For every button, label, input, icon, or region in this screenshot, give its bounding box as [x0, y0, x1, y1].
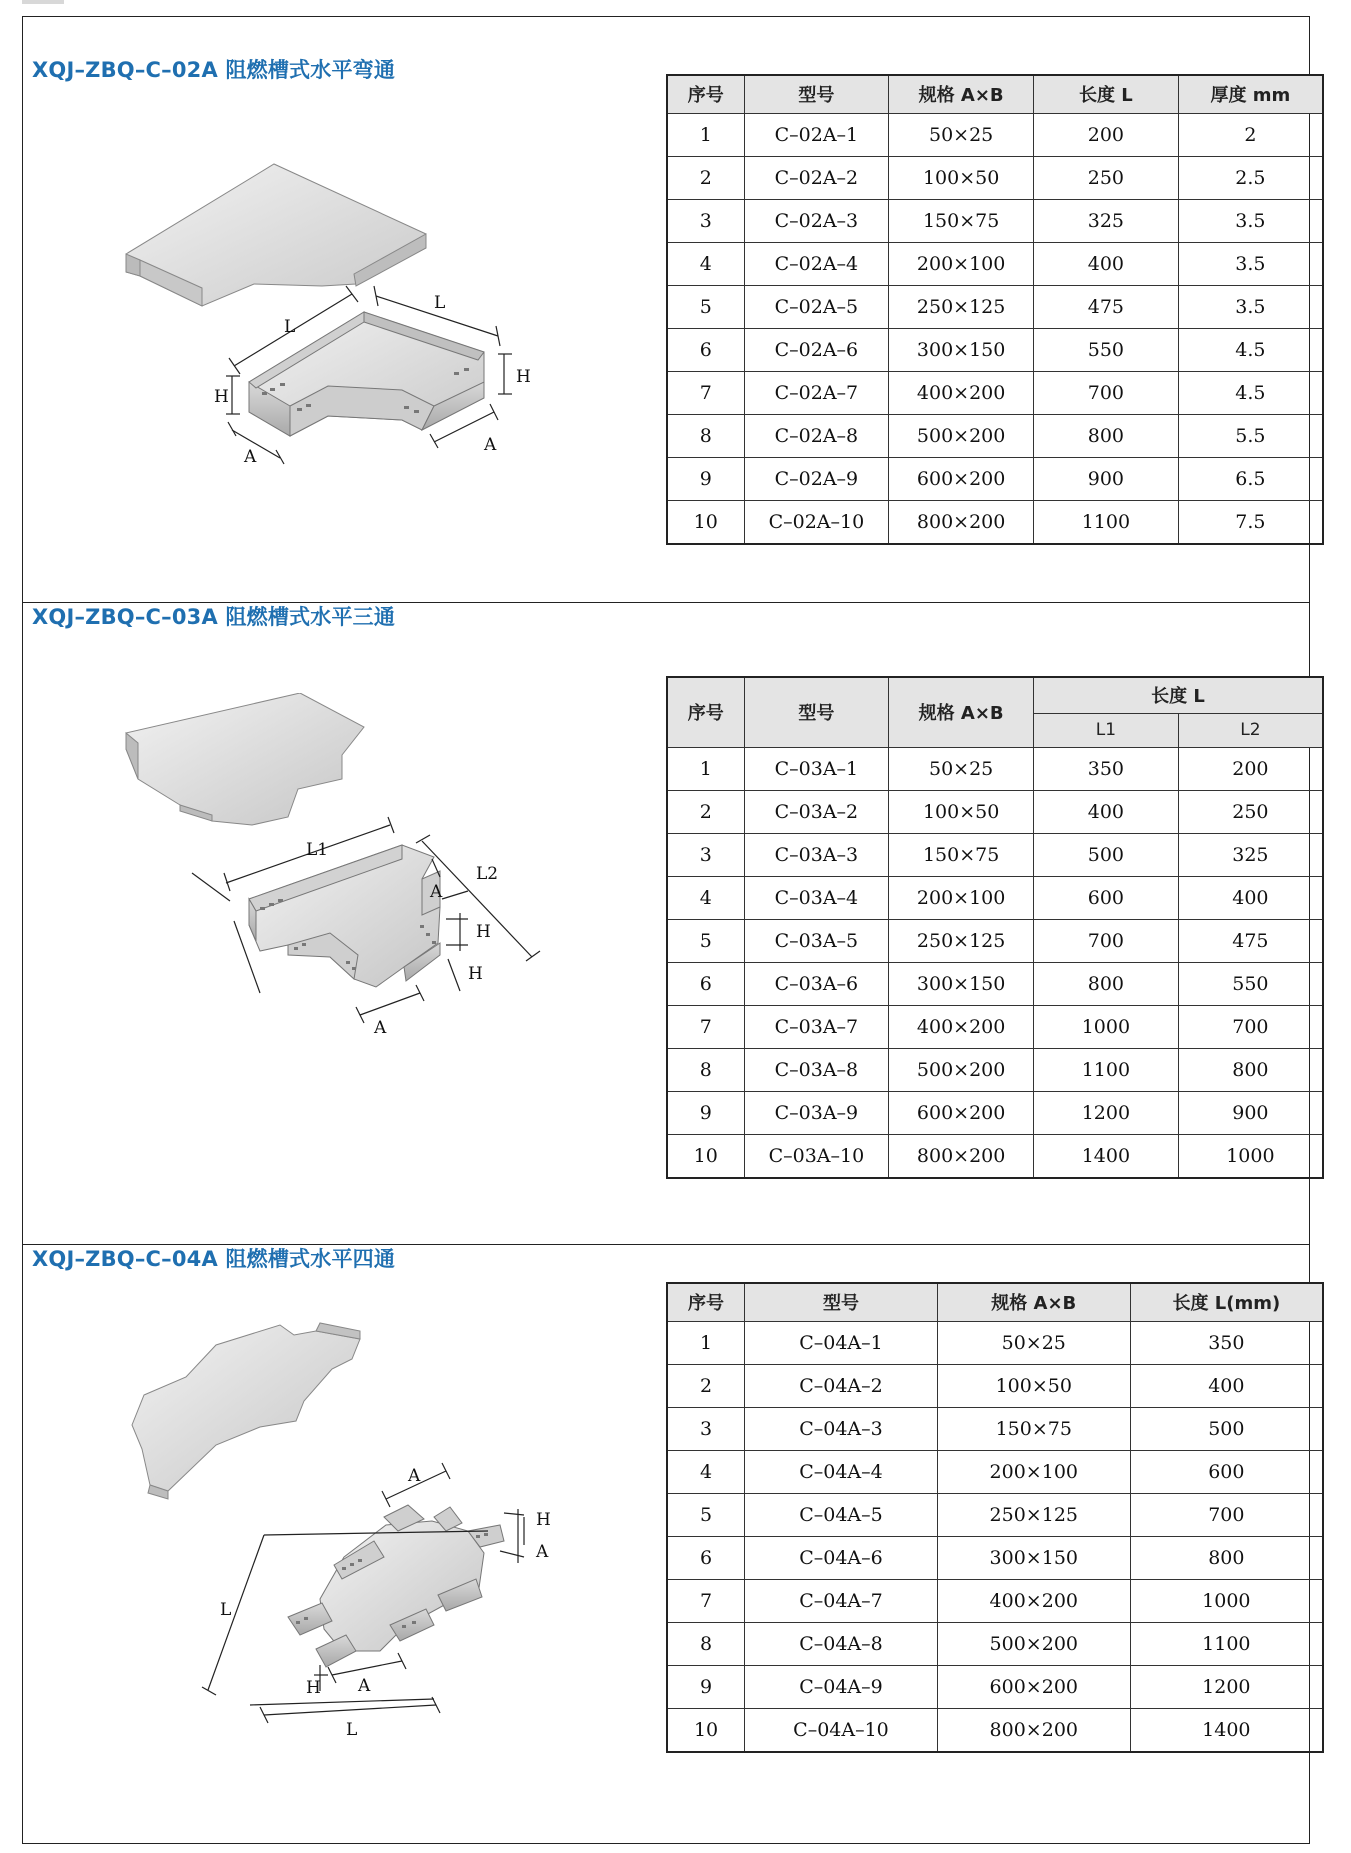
- table-row: [667, 113, 1323, 156]
- cell: 700: [1034, 371, 1179, 414]
- cell: 800: [1034, 414, 1179, 457]
- cell: 600×200: [889, 1091, 1034, 1134]
- cell: 9: [667, 1665, 745, 1708]
- cell: 300×150: [889, 962, 1034, 1005]
- cell: 100×50: [937, 1364, 1130, 1407]
- cell: C–03A–2: [744, 790, 889, 833]
- cell: 1100: [1130, 1622, 1323, 1665]
- cell: 8: [667, 1622, 745, 1665]
- cell: 475: [1178, 919, 1323, 962]
- section-horizontal-elbow: [24, 16, 1309, 602]
- cell: 700: [1178, 1005, 1323, 1048]
- cell: 400×200: [889, 1005, 1034, 1048]
- table-row: [667, 747, 1323, 790]
- cell: C–02A–4: [744, 242, 889, 285]
- cell: 1100: [1034, 500, 1179, 544]
- cell: 900: [1034, 457, 1179, 500]
- spec-table-cross: [666, 1282, 1324, 1753]
- cell: 250: [1034, 156, 1179, 199]
- section-horizontal-tee: [24, 603, 1309, 1243]
- cell: C–03A–5: [744, 919, 889, 962]
- cell: 400×200: [889, 371, 1034, 414]
- col-header: 规格 A×B: [889, 75, 1034, 113]
- cell: 500×200: [889, 414, 1034, 457]
- dim-label-l1: L: [284, 317, 296, 337]
- cell: C–02A–9: [744, 457, 889, 500]
- table-row: [667, 790, 1323, 833]
- cell: C–02A–6: [744, 328, 889, 371]
- cell: 1100: [1034, 1048, 1179, 1091]
- cell: 550: [1178, 962, 1323, 1005]
- tee-cover-shape: [126, 693, 364, 825]
- cell: 6: [667, 328, 744, 371]
- cell: 7: [667, 371, 744, 414]
- cell: 250×125: [937, 1493, 1130, 1536]
- cell: C–03A–9: [744, 1091, 889, 1134]
- dim-label-h2: H: [306, 1678, 321, 1698]
- elbow-diagram: [84, 136, 644, 556]
- table-row: [667, 1536, 1323, 1579]
- cell: 150×75: [937, 1407, 1130, 1450]
- cell: C–03A–10: [744, 1134, 889, 1178]
- table-row: [667, 328, 1323, 371]
- cell: 50×25: [889, 113, 1034, 156]
- cell: C–03A–6: [744, 962, 889, 1005]
- cell: C–04A–4: [745, 1450, 938, 1493]
- cell: 1000: [1178, 1134, 1323, 1178]
- cell: 8: [667, 1048, 744, 1091]
- cell: 3: [667, 833, 744, 876]
- table-row: [667, 1005, 1323, 1048]
- dim-label-l1: L1: [306, 840, 329, 860]
- cell: 200×100: [889, 242, 1034, 285]
- cell: 9: [667, 457, 744, 500]
- cell: 800×200: [889, 1134, 1034, 1178]
- cell: 200×100: [889, 876, 1034, 919]
- cell: C–04A–9: [745, 1665, 938, 1708]
- cell: 10: [667, 1708, 745, 1752]
- cell: 800: [1178, 1048, 1323, 1091]
- cell: 400: [1034, 242, 1179, 285]
- cell: 3.5: [1178, 199, 1323, 242]
- table-row: [667, 833, 1323, 876]
- cell: 400×200: [937, 1579, 1130, 1622]
- cell: 600: [1034, 876, 1179, 919]
- cell: 3: [667, 199, 744, 242]
- table-row: [667, 1321, 1323, 1364]
- cross-cover-shape: [132, 1323, 360, 1499]
- dim-label-a1: A: [408, 1466, 421, 1486]
- col-header: 序号: [667, 1283, 745, 1321]
- cell: 4: [667, 876, 744, 919]
- cell: 250×125: [889, 919, 1034, 962]
- cross-diagram: [84, 1295, 644, 1795]
- spec-table-tee: [666, 676, 1324, 1179]
- cell: 150×75: [889, 199, 1034, 242]
- section-title: XQJ–ZBQ–C–04A 阻燃槽式水平四通: [32, 1247, 396, 1271]
- table-row: [667, 919, 1323, 962]
- cell: C–04A–3: [745, 1407, 938, 1450]
- table-row: [667, 156, 1323, 199]
- cell: 1: [667, 113, 744, 156]
- table-row: [667, 1091, 1323, 1134]
- cell: 200×100: [937, 1450, 1130, 1493]
- cell: 600×200: [937, 1665, 1130, 1708]
- cell: 325: [1034, 199, 1179, 242]
- cell: 3: [667, 1407, 745, 1450]
- table-row: [667, 500, 1323, 544]
- cell: 8: [667, 414, 744, 457]
- table-row: [667, 457, 1323, 500]
- cell: 10: [667, 500, 744, 544]
- cell: 800: [1130, 1536, 1323, 1579]
- dim-label-h2: H: [516, 367, 531, 387]
- table-row: [667, 1364, 1323, 1407]
- col-header: 序号: [667, 75, 744, 113]
- tee-diagram: [84, 693, 644, 1093]
- col-header: 厚度 mm: [1178, 75, 1323, 113]
- cell: C–02A–8: [744, 414, 889, 457]
- cell: 2: [667, 1364, 745, 1407]
- col-header: 规格 A×B: [889, 677, 1034, 747]
- cell: 5: [667, 285, 744, 328]
- top-accent-bar: [22, 0, 64, 4]
- section-title: XQJ–ZBQ–C–03A 阻燃槽式水平三通: [32, 605, 396, 629]
- cell: C–03A–4: [744, 876, 889, 919]
- cell: 1200: [1034, 1091, 1179, 1134]
- dim-label-l2: L: [346, 1720, 358, 1740]
- dim-label-l2: L2: [476, 864, 499, 884]
- cell: 700: [1130, 1493, 1323, 1536]
- cell: 300×150: [937, 1536, 1130, 1579]
- cell: 900: [1178, 1091, 1323, 1134]
- section-title: XQJ–ZBQ–C–02A 阻燃槽式水平弯通: [32, 58, 396, 82]
- cell: 800×200: [937, 1708, 1130, 1752]
- col-header: 长度 L: [1034, 75, 1179, 113]
- cell: 100×50: [889, 156, 1034, 199]
- cell: C–02A–1: [744, 113, 889, 156]
- table-row: [667, 1134, 1323, 1178]
- col-header: 型号: [745, 1283, 938, 1321]
- cell: 1000: [1034, 1005, 1179, 1048]
- col-subheader: L2: [1178, 713, 1323, 747]
- cell: 7.5: [1178, 500, 1323, 544]
- table-row: [667, 285, 1323, 328]
- cell: C–03A–8: [744, 1048, 889, 1091]
- cell: C–02A–5: [744, 285, 889, 328]
- col-header: 长度 L: [1034, 677, 1324, 713]
- cell: C–04A–6: [745, 1536, 938, 1579]
- cell: 6: [667, 1536, 745, 1579]
- dim-label-h1: H: [214, 387, 229, 407]
- cell: 5.5: [1178, 414, 1323, 457]
- cell: 10: [667, 1134, 744, 1178]
- cell: 50×25: [889, 747, 1034, 790]
- cell: C–02A–2: [744, 156, 889, 199]
- cell: C–04A–7: [745, 1579, 938, 1622]
- cell: C–04A–5: [745, 1493, 938, 1536]
- cell: 300×150: [889, 328, 1034, 371]
- dim-label-h2: H: [476, 922, 491, 942]
- dim-label-l1: L: [220, 1600, 232, 1620]
- cell: 350: [1034, 747, 1179, 790]
- col-header: 长度 L(mm): [1130, 1283, 1323, 1321]
- cell: 400: [1178, 876, 1323, 919]
- cell: 200: [1034, 113, 1179, 156]
- cell: 2.5: [1178, 156, 1323, 199]
- cell: 5: [667, 919, 744, 962]
- cell: 400: [1130, 1364, 1323, 1407]
- col-header: 型号: [744, 75, 889, 113]
- table-row: [667, 1665, 1323, 1708]
- cell: 1: [667, 1321, 745, 1364]
- cell: 1200: [1130, 1665, 1323, 1708]
- cell: 500: [1130, 1407, 1323, 1450]
- dim-label-a2: A: [536, 1542, 549, 1562]
- table-row: [667, 1048, 1323, 1091]
- cell: C–02A–7: [744, 371, 889, 414]
- cell: 500: [1034, 833, 1179, 876]
- cell: 7: [667, 1579, 745, 1622]
- cell: 1400: [1034, 1134, 1179, 1178]
- cell: 4.5: [1178, 328, 1323, 371]
- table-row: [667, 1493, 1323, 1536]
- cell: 4: [667, 1450, 745, 1493]
- elbow-cover-shape: [126, 164, 426, 306]
- table-row: [667, 1450, 1323, 1493]
- cell: C–03A–3: [744, 833, 889, 876]
- cell: 150×75: [889, 833, 1034, 876]
- cell: 200: [1178, 747, 1323, 790]
- cell: 3.5: [1178, 242, 1323, 285]
- table-row: [667, 962, 1323, 1005]
- cell: C–04A–2: [745, 1364, 938, 1407]
- cell: 475: [1034, 285, 1179, 328]
- dim-label-h1: H: [536, 1510, 551, 1530]
- cell: C–04A–8: [745, 1622, 938, 1665]
- cell: 250×125: [889, 285, 1034, 328]
- cell: 1000: [1130, 1579, 1323, 1622]
- cell: 9: [667, 1091, 744, 1134]
- dim-label-h1: H: [468, 964, 483, 984]
- dim-label-a1: A: [374, 1018, 387, 1038]
- cell: 500×200: [889, 1048, 1034, 1091]
- dim-label-a2: A: [484, 435, 497, 455]
- table-row: [667, 1579, 1323, 1622]
- cell: 500×200: [937, 1622, 1130, 1665]
- cell: 6: [667, 962, 744, 1005]
- cell: 2: [1178, 113, 1323, 156]
- table-row: [667, 1708, 1323, 1752]
- cell: 325: [1178, 833, 1323, 876]
- col-header: 规格 A×B: [937, 1283, 1130, 1321]
- cross-trough-shape: [288, 1505, 504, 1667]
- cell: 6.5: [1178, 457, 1323, 500]
- cell: 600×200: [889, 457, 1034, 500]
- col-header: 型号: [744, 677, 889, 747]
- cell: 800×200: [889, 500, 1034, 544]
- dim-label-l2: L: [434, 293, 446, 313]
- cell: 50×25: [937, 1321, 1130, 1364]
- cell: 600: [1130, 1450, 1323, 1493]
- cell: 4.5: [1178, 371, 1323, 414]
- table-row: [667, 371, 1323, 414]
- table-row: [667, 1622, 1323, 1665]
- cell: 350: [1130, 1321, 1323, 1364]
- section-horizontal-cross: [24, 1245, 1309, 1843]
- cell: 4: [667, 242, 744, 285]
- cell: 800: [1034, 962, 1179, 1005]
- cell: 550: [1034, 328, 1179, 371]
- cell: 5: [667, 1493, 745, 1536]
- table-row: [667, 876, 1323, 919]
- dim-label-a1: A: [244, 447, 257, 467]
- tee-trough-shape: [249, 845, 440, 987]
- table-row: [667, 199, 1323, 242]
- dim-label-a2: A: [430, 882, 443, 902]
- cell: C–02A–3: [744, 199, 889, 242]
- cell: 1400: [1130, 1708, 1323, 1752]
- cell: 400: [1034, 790, 1179, 833]
- cell: 3.5: [1178, 285, 1323, 328]
- cell: C–03A–7: [744, 1005, 889, 1048]
- table-row: [667, 1407, 1323, 1450]
- cell: 7: [667, 1005, 744, 1048]
- dim-label-a3: A: [358, 1676, 371, 1696]
- cell: 700: [1034, 919, 1179, 962]
- table-row: [667, 414, 1323, 457]
- spec-table-elbow: [666, 74, 1324, 545]
- cell: 100×50: [889, 790, 1034, 833]
- cell: C–03A–1: [744, 747, 889, 790]
- cell: 2: [667, 790, 744, 833]
- cell: 2: [667, 156, 744, 199]
- cell: C–04A–1: [745, 1321, 938, 1364]
- col-header: 序号: [667, 677, 744, 747]
- table-row: [667, 242, 1323, 285]
- col-subheader: L1: [1034, 713, 1179, 747]
- cell: 250: [1178, 790, 1323, 833]
- cell: C–02A–10: [744, 500, 889, 544]
- cell: 1: [667, 747, 744, 790]
- cell: C–04A–10: [745, 1708, 938, 1752]
